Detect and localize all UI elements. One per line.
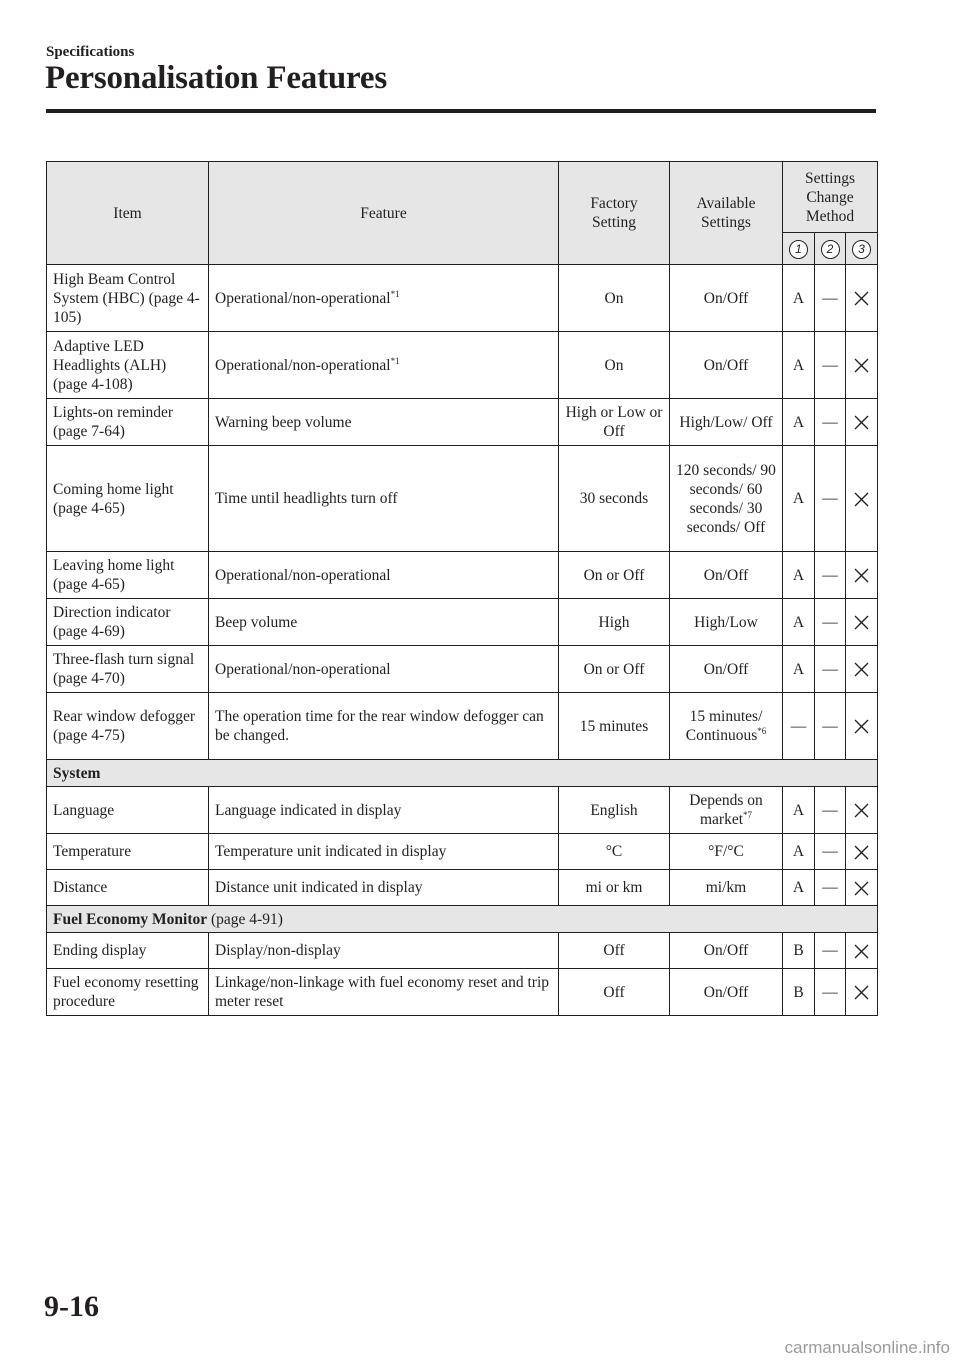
header-settings-change-method: Settings Change Method bbox=[783, 162, 878, 233]
cell-method-1: A bbox=[783, 446, 815, 552]
cell-item: Coming home light (page 4-65) bbox=[47, 446, 209, 552]
page-number: 9-16 bbox=[44, 1290, 99, 1323]
table-row bbox=[47, 870, 878, 906]
cell-factory-setting: On bbox=[559, 265, 670, 332]
x-mark-icon bbox=[854, 719, 869, 734]
cell-available-settings: On/Off bbox=[670, 933, 783, 969]
cell-method-1: A bbox=[783, 646, 815, 693]
cell-method-3 bbox=[846, 933, 878, 969]
section-heading-page-ref: (page 4-91) bbox=[211, 910, 283, 928]
cell-method-3 bbox=[846, 870, 878, 906]
cell-factory-setting: 15 minutes bbox=[559, 693, 670, 760]
cell-method-3 bbox=[846, 787, 878, 834]
cell-available-settings: Depends on market$^{*7}$ bbox=[670, 787, 783, 834]
table-row bbox=[47, 969, 878, 1016]
cell-factory-setting: Off bbox=[559, 933, 670, 969]
cell-factory-setting: On or Off bbox=[559, 646, 670, 693]
x-mark-icon bbox=[854, 492, 869, 507]
cell-factory-setting: High bbox=[559, 599, 670, 646]
section-heading bbox=[47, 760, 878, 787]
cell-method-2: — bbox=[815, 933, 846, 969]
cell-method-1: A bbox=[783, 870, 815, 906]
cell-feature: Language indicated in display bbox=[209, 787, 559, 834]
cell-feature: Operational/non-operational$^{*1}$ bbox=[209, 265, 559, 332]
cell-method-2: — bbox=[815, 599, 846, 646]
cell-factory-setting: mi or km bbox=[559, 870, 670, 906]
cell-method-1: — bbox=[783, 693, 815, 760]
cell-method-3 bbox=[846, 599, 878, 646]
x-mark-icon bbox=[854, 358, 869, 373]
cell-available-settings: On/Off bbox=[670, 969, 783, 1016]
footnote-mark: *7 bbox=[743, 809, 753, 820]
cell-feature: Operational/non-operational bbox=[209, 646, 559, 693]
cell-feature: Time until headlights turn off bbox=[209, 446, 559, 552]
cell-factory-setting: On or Off bbox=[559, 552, 670, 599]
cell-method-3 bbox=[846, 693, 878, 760]
cell-feature: Operational/non-operational bbox=[209, 552, 559, 599]
footnote-mark: *6 bbox=[757, 725, 767, 736]
cell-feature: Temperature unit indicated in display bbox=[209, 834, 559, 870]
cell-item: Distance bbox=[47, 870, 209, 906]
x-mark-icon bbox=[854, 615, 869, 630]
table-row bbox=[47, 693, 878, 760]
cell-method-3 bbox=[846, 834, 878, 870]
section-heading-label: Fuel Economy Monitor bbox=[53, 910, 208, 928]
cell-available-settings: 15 minutes/ Continuous$^{*6}$ bbox=[670, 693, 783, 760]
cell-method-3 bbox=[846, 332, 878, 399]
cell-item: Ending display bbox=[47, 933, 209, 969]
footnote-mark: *1 bbox=[390, 355, 400, 366]
section-heading-label: System bbox=[53, 764, 101, 782]
x-mark-icon bbox=[854, 568, 869, 583]
section-heading bbox=[47, 906, 878, 933]
cell-feature: Distance unit indicated in display bbox=[209, 870, 559, 906]
cell-factory-setting: On bbox=[559, 332, 670, 399]
cell-method-2: — bbox=[815, 693, 846, 760]
cell-factory-setting: High or Low or Off bbox=[559, 399, 670, 446]
header-factory-setting: Factory Setting bbox=[559, 162, 670, 265]
x-mark-icon bbox=[854, 803, 869, 818]
cell-available-settings: °F/°C bbox=[670, 834, 783, 870]
header-item: Item bbox=[47, 162, 209, 265]
cell-item: Lights-on reminder (page 7-64) bbox=[47, 399, 209, 446]
cell-item: Temperature bbox=[47, 834, 209, 870]
cell-available-settings: High/Low/ Off bbox=[670, 399, 783, 446]
cell-feature: Linkage/non-linkage with fuel economy reset and trip meter reset bbox=[209, 969, 559, 1016]
section-row-system bbox=[47, 760, 878, 787]
cell-factory-setting: 30 seconds bbox=[559, 446, 670, 552]
cell-method-3 bbox=[846, 399, 878, 446]
cell-method-2: — bbox=[815, 646, 846, 693]
cell-item: Leaving home light (page 4-65) bbox=[47, 552, 209, 599]
cell-method-1: A bbox=[783, 265, 815, 332]
x-mark-icon bbox=[854, 845, 869, 860]
cell-method-2: — bbox=[815, 969, 846, 1016]
cell-available-settings: On/Off bbox=[670, 265, 783, 332]
method-col-2 bbox=[815, 233, 846, 265]
cell-item: Direction indicator (page 4-69) bbox=[47, 599, 209, 646]
method-col-3 bbox=[846, 233, 878, 265]
table-row bbox=[47, 446, 878, 552]
x-mark-icon bbox=[854, 944, 869, 959]
cell-available-settings: On/Off bbox=[670, 646, 783, 693]
cell-available-settings: On/Off bbox=[670, 552, 783, 599]
cell-available-settings: mi/km bbox=[670, 870, 783, 906]
table-row bbox=[47, 399, 878, 446]
footnote-mark: *1 bbox=[390, 288, 400, 299]
title-rule bbox=[46, 109, 876, 113]
x-mark-icon bbox=[854, 985, 869, 1000]
method-col-1 bbox=[783, 233, 815, 265]
circled-number-1-icon: 1 bbox=[789, 240, 808, 259]
cell-feature: Display/non-display bbox=[209, 933, 559, 969]
personalisation-table bbox=[46, 161, 878, 1016]
table-row bbox=[47, 552, 878, 599]
cell-method-2: — bbox=[815, 552, 846, 599]
table-row bbox=[47, 265, 878, 332]
cell-feature: Warning beep volume bbox=[209, 399, 559, 446]
cell-method-2: — bbox=[815, 399, 846, 446]
cell-item: Adaptive LED Headlights (ALH) (page 4-108) bbox=[47, 332, 209, 399]
header-feature: Feature bbox=[209, 162, 559, 265]
header-available-settings: Available Settings bbox=[670, 162, 783, 265]
cell-feature: Beep volume bbox=[209, 599, 559, 646]
cell-feature: Operational/non-operational$^{*1}$ bbox=[209, 332, 559, 399]
cell-method-1: A bbox=[783, 599, 815, 646]
cell-method-2: — bbox=[815, 265, 846, 332]
cell-available-settings: 120 seconds/ 90 seconds/ 60 seconds/ 30 seconds/ Off bbox=[670, 446, 783, 552]
cell-item: Three-flash turn signal (page 4-70) bbox=[47, 646, 209, 693]
cell-method-3 bbox=[846, 646, 878, 693]
table-row bbox=[47, 787, 878, 834]
cell-method-2: — bbox=[815, 834, 846, 870]
cell-available-settings: High/Low bbox=[670, 599, 783, 646]
cell-available-settings: On/Off bbox=[670, 332, 783, 399]
cell-method-3 bbox=[846, 969, 878, 1016]
cell-method-2: — bbox=[815, 787, 846, 834]
cell-method-1: B bbox=[783, 969, 815, 1016]
cell-method-1: A bbox=[783, 834, 815, 870]
cell-method-1: A bbox=[783, 399, 815, 446]
cell-method-1: A bbox=[783, 552, 815, 599]
cell-method-1: A bbox=[783, 332, 815, 399]
cell-feature: The operation time for the rear window defogger can be changed. bbox=[209, 693, 559, 760]
x-mark-icon bbox=[854, 881, 869, 896]
cell-method-2: — bbox=[815, 870, 846, 906]
cell-item: Language bbox=[47, 787, 209, 834]
x-mark-icon bbox=[854, 291, 869, 306]
table-row bbox=[47, 332, 878, 399]
circled-number-3-icon: 3 bbox=[852, 240, 871, 259]
cell-method-3 bbox=[846, 446, 878, 552]
footer-watermark: carmanualsonline.info bbox=[784, 1338, 950, 1357]
cell-factory-setting: Off bbox=[559, 969, 670, 1016]
cell-item: High Beam Control System (HBC) (page 4-105) bbox=[47, 265, 209, 332]
table-row bbox=[47, 933, 878, 969]
circled-number-2-icon: 2 bbox=[821, 240, 840, 259]
cell-method-3 bbox=[846, 552, 878, 599]
cell-method-3 bbox=[846, 265, 878, 332]
x-mark-icon bbox=[854, 662, 869, 677]
table-row bbox=[47, 646, 878, 693]
table-row bbox=[47, 834, 878, 870]
cell-item: Rear window defogger (page 4-75) bbox=[47, 693, 209, 760]
table-row bbox=[47, 599, 878, 646]
cell-method-2: — bbox=[815, 446, 846, 552]
cell-method-2: — bbox=[815, 332, 846, 399]
section-label: Specifications bbox=[46, 44, 135, 60]
cell-item: Fuel economy resetting procedure bbox=[47, 969, 209, 1016]
cell-factory-setting: °C bbox=[559, 834, 670, 870]
page-title: Personalisation Features bbox=[45, 60, 387, 96]
cell-method-1: A bbox=[783, 787, 815, 834]
section-row-fuel-economy-monitor bbox=[47, 906, 878, 933]
cell-method-1: B bbox=[783, 933, 815, 969]
cell-factory-setting: English bbox=[559, 787, 670, 834]
x-mark-icon bbox=[854, 415, 869, 430]
